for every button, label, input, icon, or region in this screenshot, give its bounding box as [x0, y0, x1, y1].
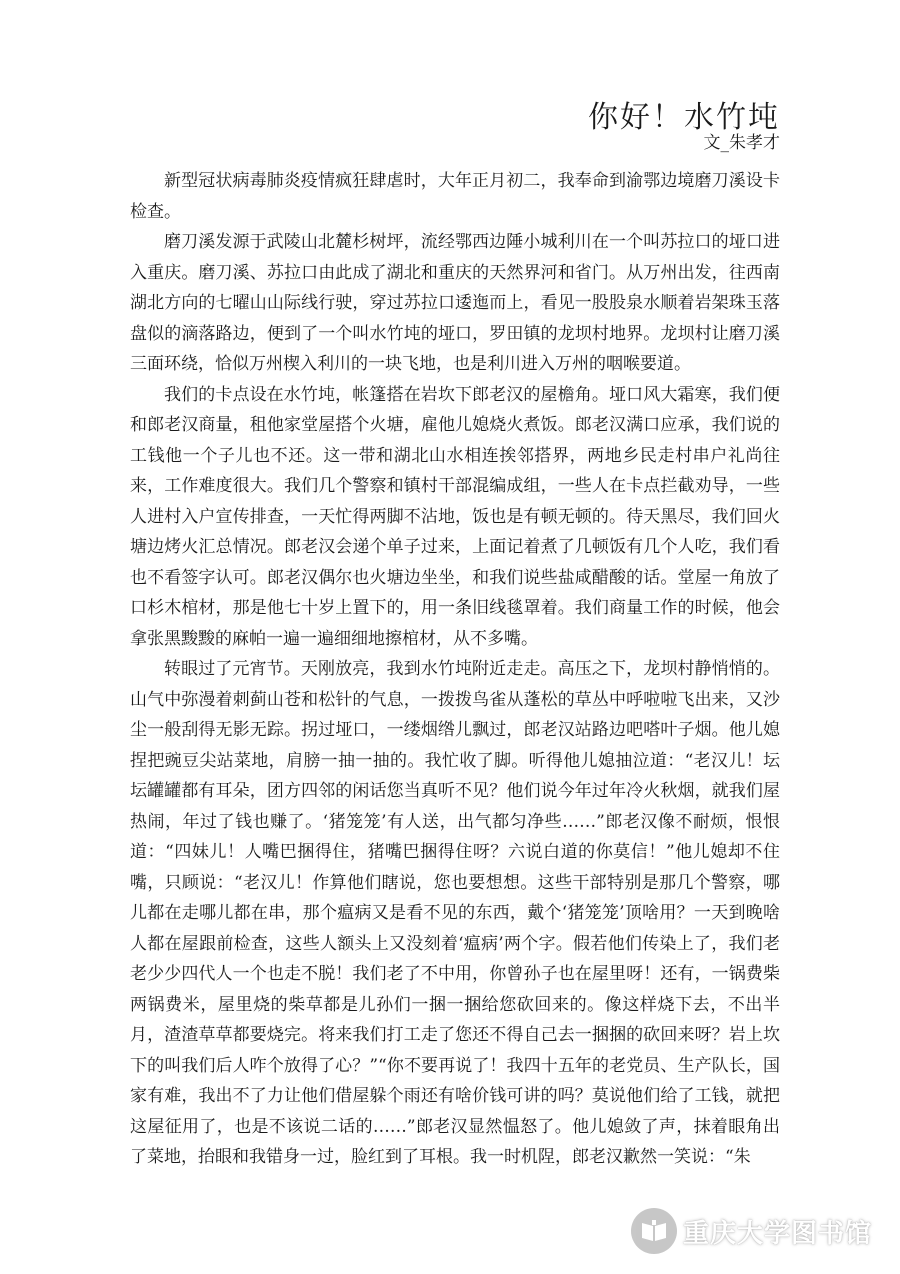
- library-book-icon: [631, 1208, 677, 1254]
- article-title: 你好！水竹坉: [588, 100, 780, 136]
- paragraph: 磨刀溪发源于武陵山北麓杉树坪，流经鄂西边陲小城利川在一个叫苏拉口的垭口进入重庆。磨刀溪、苏拉口由此成了湖北和重庆的天然界河和省门。从万州出发，往西南湖北方向的七曜山山际线行驶，穿过苏拉口逶迤而上，看见一股股泉水顺着岩架珠玉落盘似的滴落路边，便到了一个叫水竹坉的垭口，罗田镇的龙坝村地界。龙坝村让磨刀溪三面环绕，恰似万州楔入利川的一块飞地，也是利川进入万州的咽喉要道。: [130, 232, 780, 374]
- article-body: [130, 166, 780, 1173]
- library-watermark: [631, 1208, 872, 1254]
- watermark-text: 重庆大学图书馆: [682, 1218, 872, 1249]
- paragraph: 转眼过了元宵节。天刚放亮，我到水竹坉附近走走。高压之下，龙坝村静悄悄的。山气中弥漫着刺蓟山苍和松针的气息，一拨拨鸟雀从蓬松的草丛中呼啦啦飞出来，又沙尘一般刮得无影无踪。拐过垭口，一缕烟绺儿飘过，郎老汉站路边吧嗒叶子烟。他儿媳捏把豌豆尖站菜地，肩膀一抽一抽的。我忙收了脚。听得他儿媳抽泣道：“老汉儿！坛坛罐罐都有耳朵，团方四邻的闲话您当真听不见？他们说今年过年冷火秋烟，就我们屋热闹，年过了钱也赚了。‘猪笼笼’有人送，出气都匀净些……”郎老汉像不耐烦，恨恨道：“四妹儿！人嘴巴捆得住，猪嘴巴捆得住呀？六说白道的你莫信！”他儿媳却不住嘴，只顾说：“老汉儿！作算他们瞎说，您也要想想。这些干部特别是那几个警察，哪儿都在走哪儿都在串，那个瘟病又是看不见的东西，戴个‘猪笼笼’顶啥用？一天到晚啥人都在屋跟前检查，这些人额头上又没刻着‘瘟病’两个字。假若他们传染上了，我们老老少少四代人一个也走不脱！我们老了不中用，你曾孙子也在屋里呀！还有，一锅费柴两锅费米，屋里烧的柴草都是儿孙们一捆一捆给您砍回来的。像这样烧下去，不出半月，渣渣草草都要烧完。将来我们打工走了您还不得自己去一捆捆的砍回来呀？岩上坎下的叫我们后人咋个放得了心？”“你不要再说了！我四十五年的老党员、生产队长，国家有难，我出不了力让他们借屋躲个雨还有啥价钱可讲的吗？莫说他们给了工钱，就把这屋征用了，也是不该说二话的……”郎老汉显然愠怒了。他儿媳敛了声，抹着眼角出了菜地，抬眼和我错身一过，脸红到了耳根。我一时机陧，郎老汉歉然一笑说：“朱: [130, 659, 780, 1167]
- paragraph: 新型冠状病毒肺炎疫情疯狂肆虐时，大年正月初二，我奉命到渝鄂边境磨刀溪设卡检查。: [130, 171, 780, 222]
- article-byline: 文_朱孝才: [703, 133, 780, 153]
- paragraph: 我们的卡点设在水竹坉，帐篷搭在岩坎下郎老汉的屋檐角。垭口风大霜寒，我们便和郎老汉商量，租他家堂屋搭个火塘，雇他儿媳烧火煮饭。郎老汉满口应承，我们说的工钱他一个子儿也不还。这一带和湖北山水相连挨邻搭界，两地乡民走村串户礼尚往来，工作难度很大。我们几个警察和镇村干部混编成组，一些人在卡点拦截劝导，一些人进村入户宣传排查，一天忙得两脚不沾地，饭也是有顿无顿的。待天黑尽，我们回火塘边烤火汇总情况。郎老汉会递个单子过来，上面记着煮了几顿饭有几个人吃，我们看也不看签字认可。郎老汉偶尔也火塘边坐坐，和我们说些盐咸醋酸的话。堂屋一角放了口杉木棺材，那是他七十岁上置下的，用一条旧线毯罩着。我们商量工作的时候，他会拿张黑黢黢的麻帕一遍一遍细细地擦棺材，从不多嘴。: [130, 384, 780, 649]
